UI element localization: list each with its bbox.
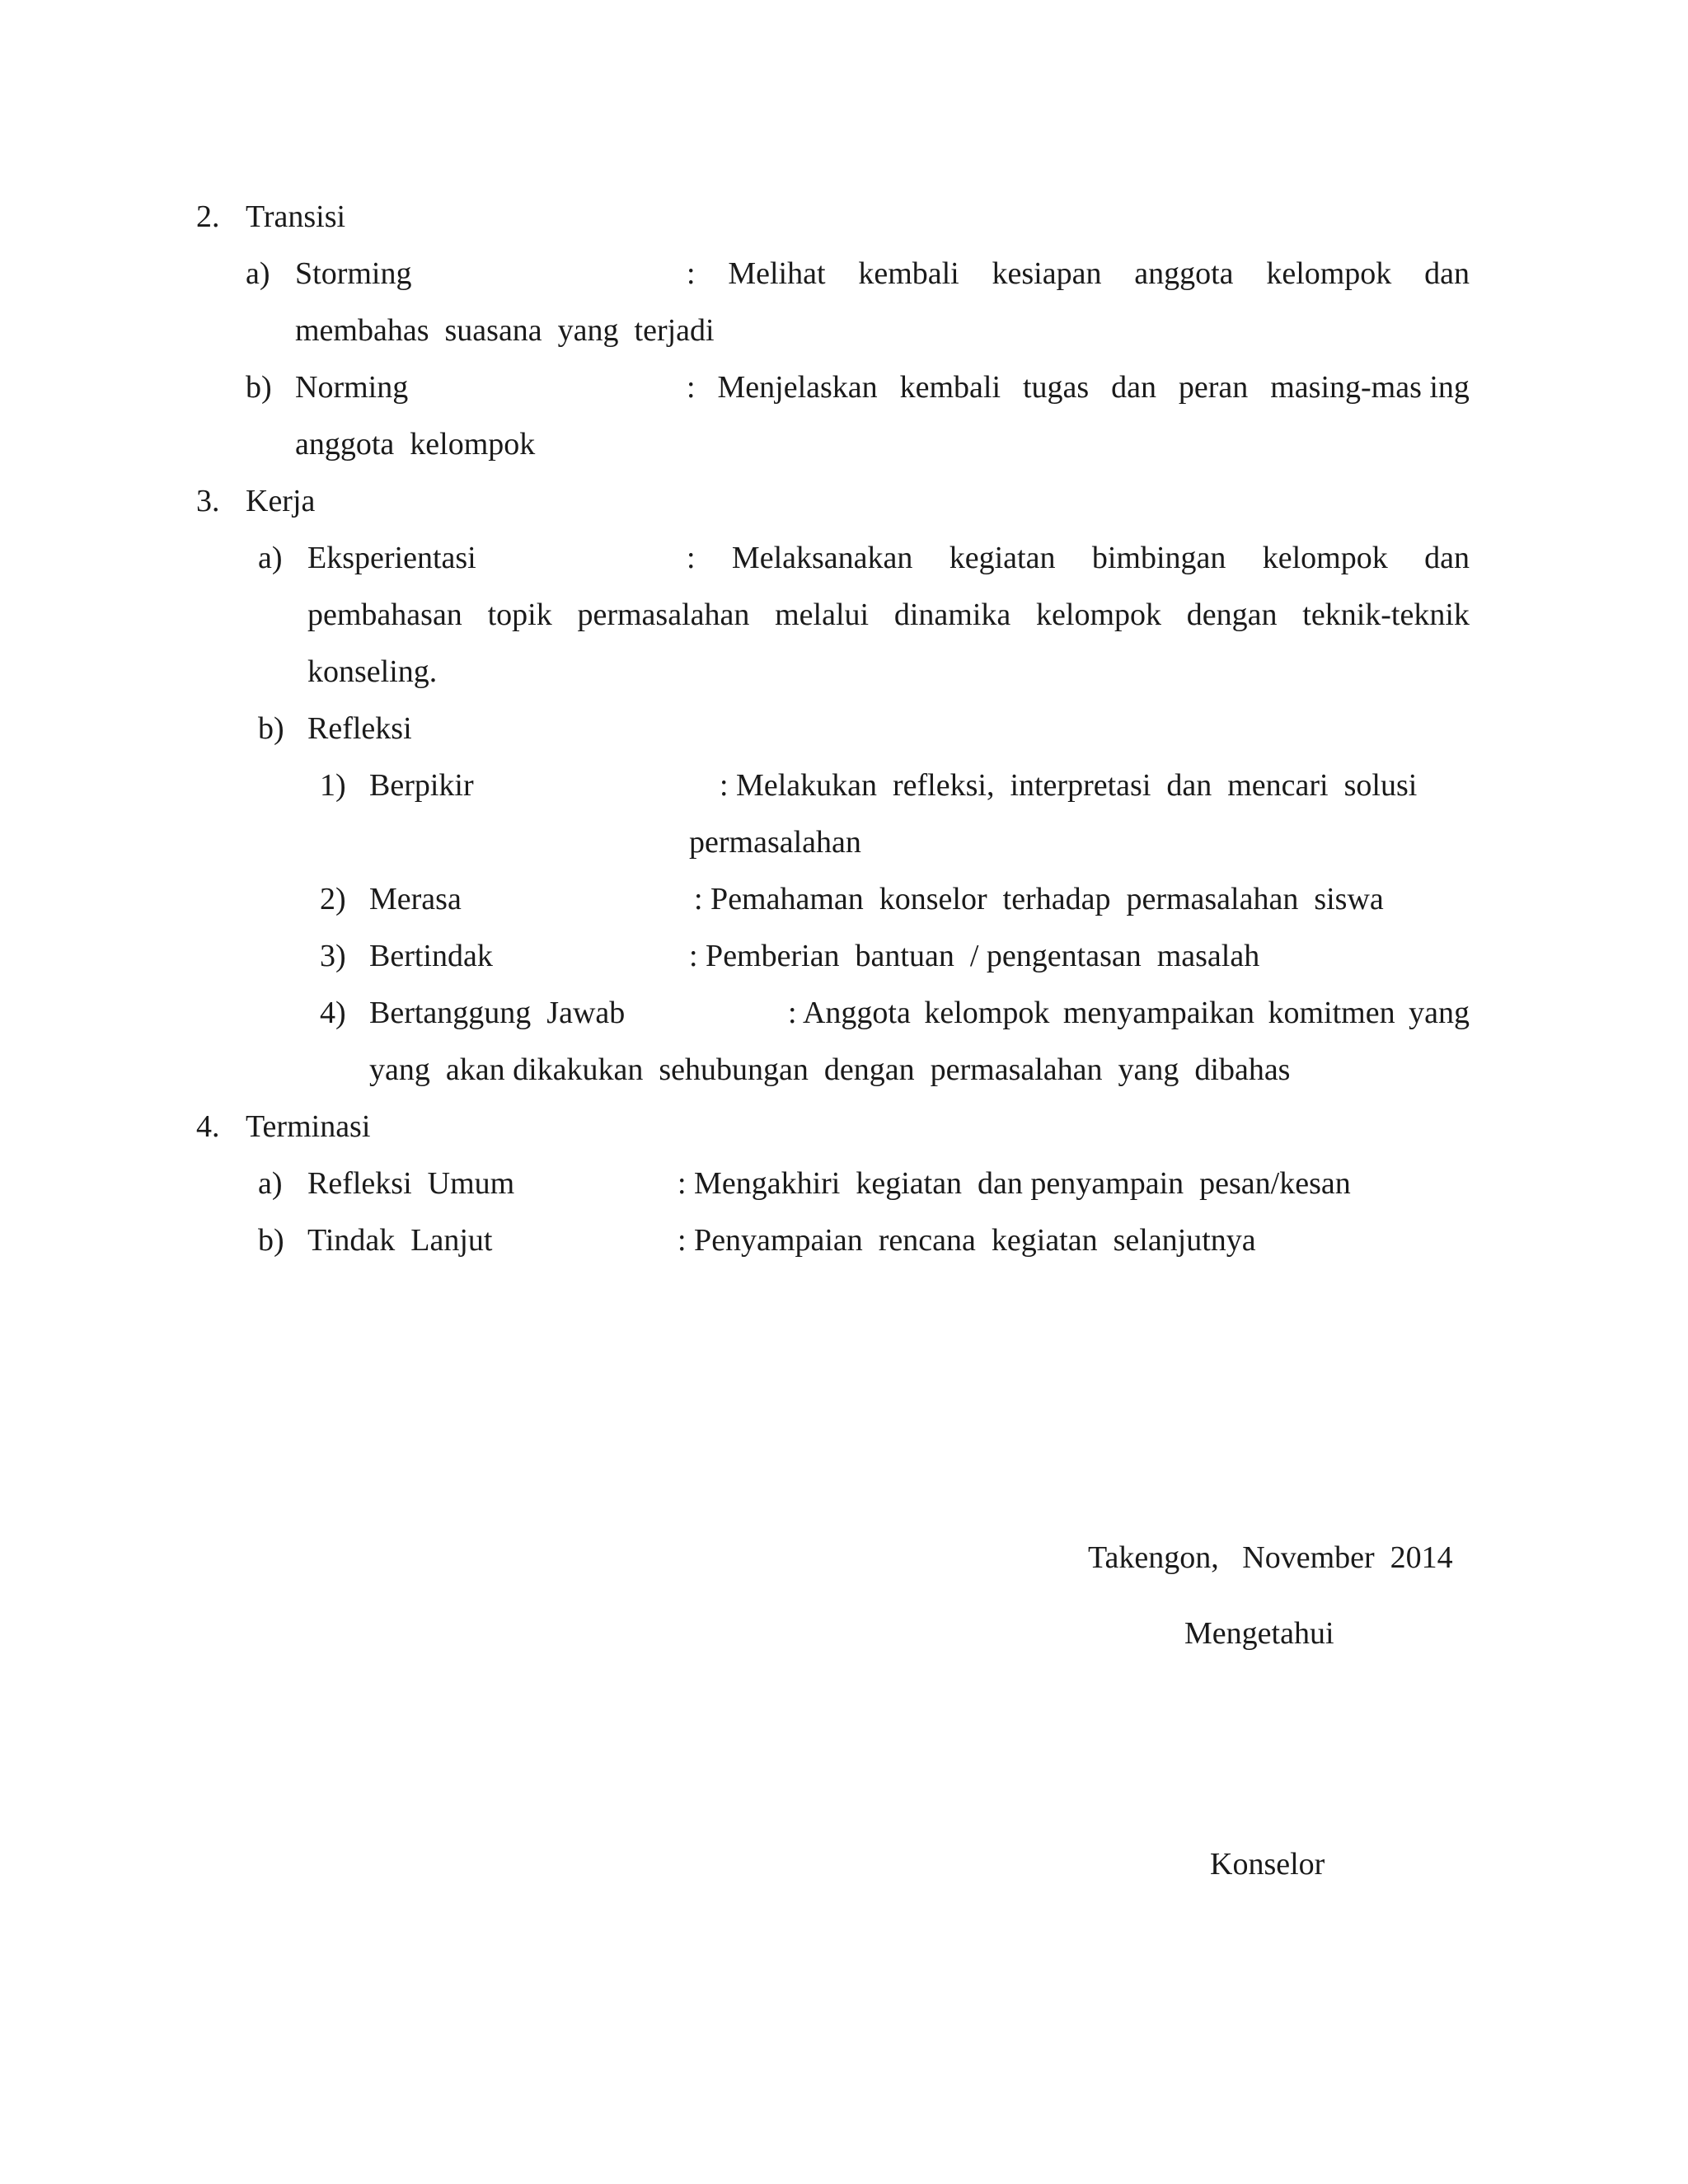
subitem-label: Berpikir (369, 768, 474, 803)
subitem-description: : Pemahaman konselor terhadap permasalahan siswa (694, 882, 1384, 916)
item-label: Storming (295, 256, 412, 291)
section-title: Transisi (246, 199, 346, 234)
signature-place-date: Takengon, November 2014 (1088, 1540, 1453, 1575)
item-continuation: anggota kelompok (295, 427, 536, 462)
subitem-continuation: yang akan dikakukan sehubungan dengan permasalahan yang dibahas (369, 1052, 1291, 1087)
item-marker: a) (246, 256, 270, 291)
subitem-description: : Pemberian bantuan / pengentasan masalah (689, 939, 1260, 973)
section-number: 2. (196, 199, 220, 234)
item-label: Tindak Lanjut (307, 1223, 493, 1258)
item-description: : Melihat kembali kesiapan anggota kelompok dan (687, 256, 1470, 291)
subitem-continuation: permasalahan (689, 825, 861, 860)
subitem-label: Merasa (369, 882, 462, 916)
item-description: : Menjelaskan kembali tugas dan peran masing-mas ing (687, 370, 1470, 405)
section-title: Kerja (246, 484, 316, 518)
item-description: : Mengakhiri kegiatan dan penyampain pesan/kesan (678, 1166, 1351, 1201)
item-description: : Penyampaian rencana kegiatan selanjutnya (678, 1223, 1256, 1258)
item-label: Eksperientasi (307, 541, 476, 575)
subitem-marker: 4) (320, 996, 346, 1030)
item-marker: a) (258, 541, 283, 575)
subitem-marker: 2) (320, 882, 346, 916)
subitem-description: : Melakukan refleksi, interpretasi dan mencari solusi (720, 768, 1418, 803)
item-marker: b) (258, 711, 284, 746)
item-label: Refleksi Umum (307, 1166, 515, 1201)
signature-acknowledge: Mengetahui (1184, 1616, 1334, 1651)
item-continuation: konseling. (307, 654, 438, 689)
section-title: Terminasi (246, 1109, 371, 1144)
signature-role: Konselor (1210, 1847, 1325, 1882)
item-label: Refleksi (307, 711, 412, 746)
subitem-marker: 1) (320, 768, 346, 803)
item-marker: b) (258, 1223, 284, 1258)
item-marker: b) (246, 370, 272, 405)
subitem-label: Bertindak (369, 939, 493, 973)
subitem-marker: 3) (320, 939, 346, 973)
item-continuation: membahas suasana yang terjadi (295, 313, 715, 348)
item-continuation: pembahasan topik permasalahan melalui dinamika kelompok dengan teknik-teknik (307, 598, 1470, 632)
subitem-description: : Anggota kelompok menyampaikan komitmen yang (788, 996, 1470, 1030)
subitem-label: Bertanggung Jawab (369, 996, 626, 1030)
item-description: : Melaksanakan kegiatan bimbingan kelompok dan (687, 541, 1470, 575)
item-marker: a) (258, 1166, 283, 1201)
item-label: Norming (295, 370, 409, 405)
section-number: 3. (196, 484, 220, 518)
section-number: 4. (196, 1109, 220, 1144)
